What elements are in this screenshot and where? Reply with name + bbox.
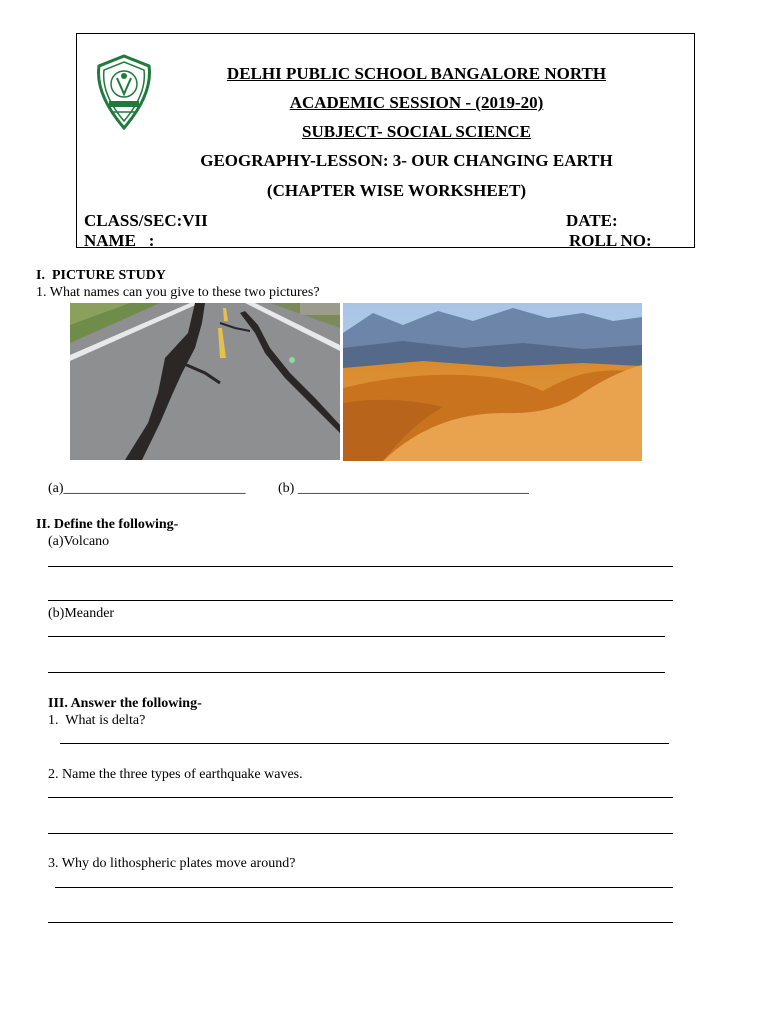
class-sec-label: CLASS/SEC:VII [84,211,208,230]
answer-line[interactable] [55,887,673,888]
name-label: NAME : [84,231,155,250]
picture-question: 1. What names can you give to these two pictures? [36,285,320,300]
answer-line[interactable] [48,833,673,834]
academic-session: ACADEMIC SESSION - (2019-20) [289,93,544,112]
roll-no-label: ROLL NO: [569,231,652,250]
question-earthquake-waves: 2. Name the three types of earthquake waves. [48,767,303,782]
answer-line-b[interactable]: (b) _________________________________ [278,481,529,496]
worksheet-type: (CHAPTER WISE WORKSHEET) [266,181,527,200]
answer-line[interactable] [48,566,673,567]
lesson-title: GEOGRAPHY-LESSON: 3- OUR CHANGING EARTH [200,151,613,170]
define-item-volcano: (a)Volcano [48,534,110,549]
desert-dunes-picture [343,303,642,461]
school-name: DELHI PUBLIC SCHOOL BANGALORE NORTH [226,64,607,83]
question-delta: 1. What is delta? [48,713,146,728]
answer-line[interactable] [48,797,673,798]
answer-line[interactable] [48,922,673,923]
answer-line[interactable] [60,743,669,744]
section-answer-heading: III. Answer the following- [48,696,202,711]
subject: SUBJECT- SOCIAL SCIENCE [302,122,531,141]
define-item-meander: (b)Meander [48,606,115,621]
answer-line[interactable] [48,636,665,637]
date-label: DATE: [566,211,618,230]
section-define-heading: II. Define the following- [36,517,179,532]
answer-line[interactable] [48,672,665,673]
question-lithospheric-plates: 3. Why do lithospheric plates move around? [48,856,296,871]
answer-line[interactable] [48,600,673,601]
cracked-road-picture [70,303,340,460]
answer-line-a[interactable]: (a)__________________________ [48,481,246,496]
worksheet-header [76,33,695,248]
section-picture-study-heading: I. PICTURE STUDY [36,268,166,283]
